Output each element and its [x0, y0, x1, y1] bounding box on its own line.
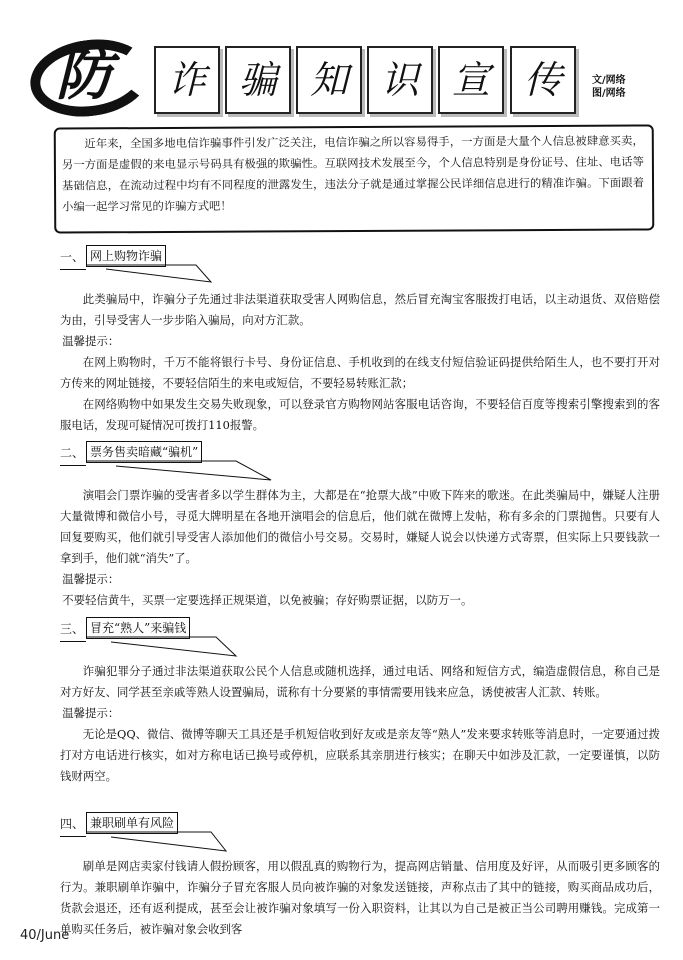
section-ticket-scam [60, 441, 660, 611]
heading-tail [86, 264, 276, 286]
section-heading [60, 812, 660, 856]
section-heading [60, 245, 660, 289]
title-big-char: 防 [56, 42, 110, 108]
section-body: 此类骗局中，诈骗分子先通过非法渠道获取受害人网购信息，然后冒充淘宝客服拨打电话，以主动退货、双倍赔偿为由，引导受害人一步步陷入骗局，向对方汇款。 [60, 292, 660, 327]
title-banner [0, 0, 683, 125]
credits [592, 74, 626, 100]
title-char-box: 诈 [154, 46, 220, 114]
heading-underline [60, 465, 86, 466]
section-body: 诈骗犯罪分子通过非法渠道获取公民个人信息或随机选择，通过电话、网络和短信方式，编造虚假信息，称自己是对方好友、同学甚至亲戚等熟人设置骗局，谎称有十分要紧的事情需要用钱来应急，诱使被害人汇款、转账。 [60, 664, 660, 699]
section-body: 演唱会门票诈骗的受害者多以学生群体为主，大都是在“抢票大战”中败下阵来的歌迷。在此类骗局中，嫌疑人注册大量微博和微信小号，寻觅大牌明星在各地开演唱会的信息后，他们就在微博上发帖，称有多余的门票抛售。只要有人回复要购买，他们就引导受害人添加他们的微信小号交易。交易时，嫌疑人说会以快递方式寄票，但实际上只要钱款一拿到手，他们就“消失”了。 [60, 488, 660, 565]
section-heading [60, 441, 660, 485]
tip-text: 在网上购物时，千万不能将银行卡号、身份证信息、手机收到的在线支付短信验证码提供给陌生人，也不要打开对方传来的网址链接，不要轻信陌生的来电或短信，不要轻易转账汇款； [60, 355, 660, 390]
heading-tail [86, 460, 306, 484]
title-char-box: 知 [296, 46, 362, 114]
credit-text: 文/网络 [592, 75, 626, 86]
heading-tail [86, 831, 286, 855]
heading-tail [86, 636, 286, 660]
section-online-shopping [60, 245, 660, 436]
tip-label: 温馨提示： [62, 572, 120, 586]
title-char-box: 宣 [438, 46, 504, 114]
tip-text: 无论是QQ、微信、微博等聊天工具还是手机短信收到好友或是亲友等“熟人”发来要求转账等消息时，一定要通过拨打对方电话进行核实，如对方称电话已换号或停机，应联系其亲朋进行核实；在聊天中如涉及汇款，一定要谨慎，以防钱财两空。 [60, 727, 660, 783]
section-number: 一、 [60, 250, 85, 264]
section-number: 三、 [60, 622, 85, 636]
intro-text: 近年来，全国多地电信诈骗事件引发广泛关注，电信诈骗之所以容易得手，一方面是大量个人信息被肆意买卖，另一方面是虚假的来电显示号码具有极强的欺骗性。互联网技术发展至今，个人信息特别是身份证号、住址、电话等基础信息，在流动过程中均有不同程度的泄露发生，违法分子就是通过掌握公民详细信息进行的精准诈骗。下面跟着小编一起学习常见的诈骗方式吧！ [61, 134, 645, 214]
title-char-box: 识 [367, 46, 433, 114]
tip-text: 不要轻信黄牛，买票一定要选择正规渠道，以免被骗；存好购票证据，以防万一。 [62, 593, 473, 607]
section-body: 刷单是网店卖家付钱请人假扮顾客，用以假乱真的购物行为，提高网店销量、信用度及好评，从而吸引更多顾客的行为。兼职刷单诈骗中，诈骗分子冒充客服人员向被诈骗的对象发送链接，声称点击了其中的链接，购买商品成功后，货款会退还，还有返利提成，甚至会让被诈骗对象填写一份入职资料，让其以为自己是被正当公司聘用赚钱。完成第一单购买任务后，被诈骗对象会收到客 [60, 859, 660, 936]
section-title: 冒充“熟人”来骗钱 [86, 617, 190, 639]
page-number: 40/June [20, 928, 70, 943]
tip-text: 在网络购物中如果发生交易失败现象，可以登录官方购物网站客服电话咨询，不要轻信百度等搜索引擎搜索到的客服电话，发现可疑情况可拨打110报警。 [60, 397, 660, 432]
section-impersonation [60, 617, 660, 787]
section-heading [60, 617, 660, 661]
intro-box [54, 124, 655, 233]
section-title: 票务售卖暗藏“骗机” [86, 441, 202, 463]
section-title: 网上购物诈骗 [86, 245, 166, 267]
credit-image: 图/网络 [592, 88, 626, 99]
heading-underline [60, 836, 86, 837]
section-number: 二、 [60, 446, 85, 460]
title-char-box: 骗 [225, 46, 291, 114]
title-char-box: 传 [510, 46, 576, 114]
section-part-time-scam [60, 812, 660, 940]
heading-underline [60, 269, 86, 270]
heading-underline [60, 641, 86, 642]
tip-label: 温馨提示： [62, 706, 120, 720]
section-title: 兼职刷单有风险 [86, 812, 178, 834]
section-number: 四、 [60, 817, 85, 831]
tip-label: 温馨提示： [62, 334, 120, 348]
